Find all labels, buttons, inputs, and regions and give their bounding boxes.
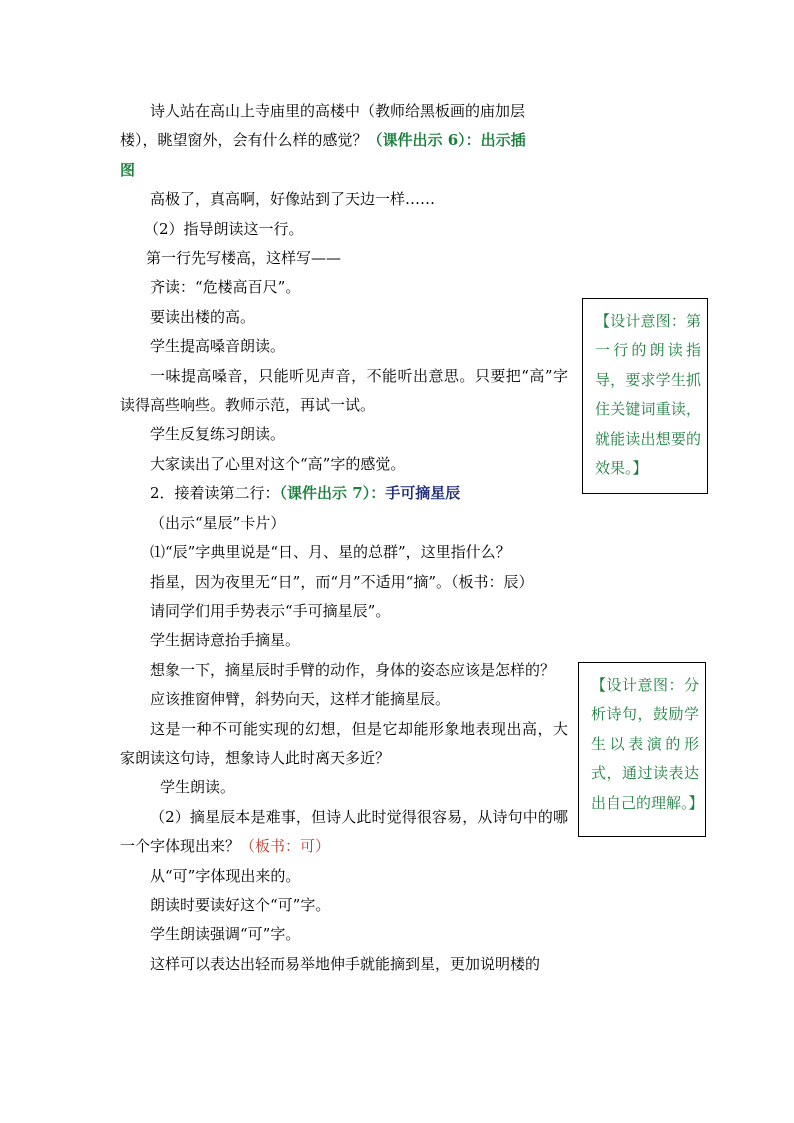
para-5: （2）指导朗读这一行。	[144, 219, 304, 238]
para-27: 这样可以表达出轻而易举地伸手就能摘到星，更加说明楼的	[150, 954, 541, 973]
para-23: （2）摘星辰本是难事，但诗人此时觉得很容易，从诗句中的哪一个字体现出来？（板书：可）	[120, 807, 568, 856]
para-11: 学生反复练习朗读。	[150, 425, 286, 444]
design-intent-box-2: 【设计意图：分析诗句，鼓励学生以表演的形式，通过读表达出自己的理解。】	[578, 662, 706, 837]
courseware-ref-7: （课件出示 7）：	[279, 484, 386, 503]
para-21: 这是一种不可能实现的幻想，但是它却能形象地表现出高，大家朗读这句诗，想象诗人此时离天多近？	[120, 719, 568, 767]
para-15: ⑴“辰”字典里说是“日、月、星的总群”，这里指什么？	[150, 543, 511, 562]
para-18: 学生据诗意抬手摘星。	[150, 631, 301, 650]
para-25: 朗读时要读好这个“可”字。	[150, 895, 331, 914]
para-20: 应该推窗伸臂，斜势向天，这样才能摘星辰。	[150, 690, 451, 709]
para-6: 第一行先写楼高，这样写——	[146, 249, 342, 268]
para-2: 楼），眺望窗外，会有什么样的感觉？（课件出示 6）：出示插	[120, 131, 526, 150]
para-7: 齐读：“危楼高百尺”。	[150, 278, 301, 297]
para-26: 学生朗读强调“可”字。	[150, 925, 301, 944]
blackboard-note: （板书：可）	[240, 837, 331, 856]
para-12: 大家读出了心里对这个“高”字的感觉。	[150, 454, 406, 473]
para-17: 请同学们用手势表示“手可摘星辰”。	[150, 601, 391, 620]
para-24: 从“可”字体现出来的。	[150, 866, 301, 885]
lesson-text	[120, 97, 568, 979]
design-intent-box-1: 【设计意图：第一行的朗读指导，要求学生抓住关键词重读，就能读出想要的效果。】	[582, 298, 708, 494]
para-19: 想象一下，摘星辰时手臂的动作，身体的姿态应该是怎样的？	[150, 660, 556, 679]
para-16: 指星，因为夜里无“日”，而“月”不适用“摘”。（板书：辰）	[150, 572, 534, 591]
poem-line: 手可摘星辰	[385, 484, 461, 503]
para-9: 学生提高嗓音朗读。	[150, 337, 286, 356]
para-8: 要读出楼的高。	[150, 307, 256, 326]
para-1: 诗人站在高山上寺庙里的高楼中（教师给黑板画的庙加层	[150, 102, 526, 120]
courseware-ref-6: （课件出示 6）：出示插	[367, 131, 526, 150]
para-13: 2．接着读第二行：（课件出示 7）：手可摘星辰	[150, 484, 461, 503]
para-10: 一味提高嗓音，只能听见声音，不能听出意思。只要把“高”字读得高些响些。教师示范，再试一试。	[120, 366, 568, 415]
para-14: （出示“星辰”卡片）	[150, 513, 286, 532]
para-4: 高极了，真高啊，好像站到了天边一样……	[150, 190, 436, 209]
para-22: 学生朗读。	[160, 778, 236, 797]
para-3: 图	[120, 160, 136, 179]
